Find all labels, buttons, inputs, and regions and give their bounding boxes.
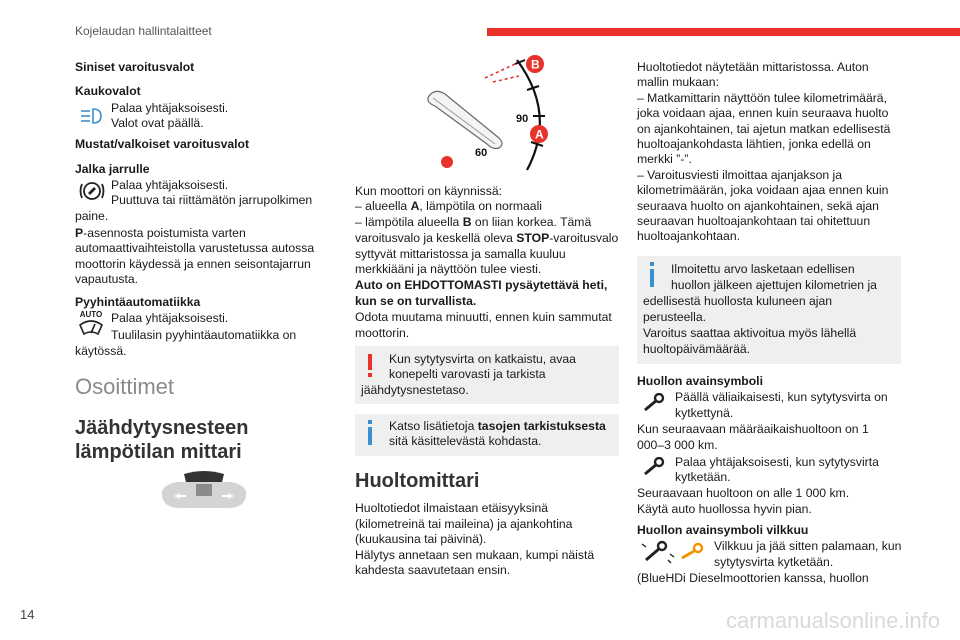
service-indicator-title: Huoltomittari xyxy=(355,470,480,492)
foot-brake-desc-3: paine. xyxy=(75,209,109,223)
coolant-text-8: kun se on turvallista. xyxy=(355,294,477,308)
foot-brake-desc-2: Puuttuva tai riittämätön jarrupolkimen xyxy=(111,193,313,207)
service-display-line: on ajankohtainen, tai ajetun matkan edellisestä xyxy=(637,121,891,136)
auto-wiper-title: Pyyhintäautomatiikka xyxy=(75,295,201,309)
coolant-text-3: – lämpötila alueella B on liian korkea. Tämä xyxy=(355,215,592,229)
service-text-4: Hälytys annetaan sen mukaan, kumpi näistä xyxy=(355,548,595,562)
service-display-line: seuraavan huoltoajankohtaan tai ohitettuun xyxy=(637,214,871,229)
warning-note-line-1: Kun sytytysvirta on katkaistu, avaa xyxy=(389,352,576,366)
foot-brake-icon xyxy=(78,178,106,200)
blue-warnings-title: Siniset varoitusvalot xyxy=(75,60,195,74)
service-display-line: Huoltotiedot näytetään mittaristossa. Auton xyxy=(637,60,869,74)
service-key-desc-5: Palaa yhtäjaksoisesti, kun sytytysvirta xyxy=(675,455,879,469)
service-display-line: huoltoajankohtaan. xyxy=(637,229,741,244)
auto-wiper-icon xyxy=(78,310,108,342)
info-note-calculation xyxy=(637,256,901,364)
blinking-wrench-icon xyxy=(640,540,708,564)
coolant-text-7: Auto on EHDOTTOMASTI pysäytettävä heti, xyxy=(355,278,608,292)
service-display-line: mallin mukaan: xyxy=(637,75,719,90)
service-key-desc-7: Seuraavaan huoltoon on alle 1 000 km. xyxy=(637,486,850,500)
header-accent-bar xyxy=(487,28,960,36)
coolant-gauge-title-2: lämpötilan mittari xyxy=(75,441,242,463)
high-beam-title: Kaukovalot xyxy=(75,84,141,98)
service-key-desc-3: Kun seuraavaan määräaikaishuoltoon on 1 xyxy=(637,422,869,436)
wrench-icon xyxy=(642,393,670,415)
warning-note xyxy=(355,346,619,404)
coolant-text-2: – alueella A, lämpötila on normaali xyxy=(355,199,543,213)
park-position-line-1: P-asennosta poistumista varten xyxy=(75,226,246,240)
service-display-line: seuraava huolto on ajankohtainen, sekä ajan xyxy=(637,198,879,213)
service-key-desc-8: Käytä auto huollossa hyvin pian. xyxy=(637,502,812,516)
calc-note-line-3: edellisestä huollosta kuluneen ajan xyxy=(643,294,833,308)
coolant-text-9: Odota muutama minuutti, ennen kuin sammutat xyxy=(355,310,612,324)
info-note-line-2: sitä käsittelevästä kohdasta. xyxy=(389,434,542,448)
service-display-text xyxy=(637,60,890,245)
auto-wiper-desc-1: Palaa yhtäjaksoisesti. xyxy=(111,311,229,325)
warning-note-line-2: konepelti varovasti ja tarkista xyxy=(389,367,546,381)
coolant-gauge-illustration xyxy=(415,52,565,180)
foot-brake-desc-1: Palaa yhtäjaksoisesti. xyxy=(111,178,229,192)
auto-wiper-icon-label: AUTO xyxy=(79,310,103,319)
service-key-desc-4: 000–3 000 km. xyxy=(637,438,718,452)
service-text-5: kahdesta saavutetaan ensin. xyxy=(355,563,511,577)
coolant-text-5: syttyvät mittaristossa ja samalla kuuluu xyxy=(355,247,566,261)
blink-desc-2: sytytysvirta kytketään. xyxy=(714,555,834,569)
gauge-tick-90: 90 xyxy=(516,113,529,125)
service-display-line: kilometrimäärän, joka voidaan ajaa ennen kuin xyxy=(637,183,889,198)
info-note-line-1[interactable]: Katso lisätietoja tasojen tarkistuksesta xyxy=(389,419,606,433)
high-beam-desc-1: Palaa yhtäjaksoisesti. xyxy=(111,101,229,115)
gauge-tick-60: 60 xyxy=(475,147,488,159)
gauge-label-a: A xyxy=(535,127,544,142)
info-icon xyxy=(365,420,375,451)
coolant-text-10: moottorin. xyxy=(355,326,410,340)
gauge-label-b: B xyxy=(531,57,540,72)
coolant-text-6: merkkiääni ja näyttöön tulee viesti. xyxy=(355,262,542,276)
blink-desc-3: (BlueHDi Dieselmoottorien kanssa, huollon xyxy=(637,571,869,585)
foot-brake-title: Jalka jarrulle xyxy=(75,162,150,176)
park-position-line-4: vapautusta. xyxy=(75,272,139,286)
auto-wiper-desc-2: Tuulilasin pyyhintäautomatiikka on xyxy=(111,328,297,342)
calc-note-line-1: Ilmoitettu arvo lasketaan edellisen xyxy=(671,262,855,276)
coolant-gauge-title-1: Jäähdytysnesteen xyxy=(75,417,249,439)
high-beam-icon xyxy=(79,106,107,128)
service-display-line: merkki ”-”. xyxy=(637,152,692,167)
info-note-levels xyxy=(355,414,619,456)
page-number: 14 xyxy=(20,607,35,622)
wrench-icon xyxy=(642,457,670,479)
calc-note-line-6: huoltopäivämäärää. xyxy=(643,342,751,356)
calc-note-line-2: huollon jälkeen ajettujen kilometrien ja xyxy=(671,278,877,292)
section-title-indicators: Osoittimet xyxy=(75,374,175,399)
warning-note-line-3: jäähdytysnestetaso. xyxy=(361,383,469,397)
instrument-cluster-icon xyxy=(158,468,250,510)
park-position-line-3: moottorin käydessä ja ennen seisontajarrun xyxy=(75,257,311,271)
service-key-blink-title: Huollon avainsymboli vilkkuu xyxy=(637,523,809,537)
service-key-title: Huollon avainsymboli xyxy=(637,374,763,388)
service-text-3: (kuukausina tai päivinä). xyxy=(355,532,487,546)
service-display-line: – Varoitusviesti ilmoittaa ajanjakson ja xyxy=(637,167,843,182)
coolant-text-1: Kun moottori on käynnissä: xyxy=(355,184,503,198)
warning-exclamation-icon xyxy=(365,352,375,385)
service-text-1: Huoltotiedot ilmaistaan etäisyyksinä xyxy=(355,501,549,515)
service-key-desc-6: kytketään. xyxy=(675,470,731,484)
blink-desc-1: Vilkkuu ja jää sitten palamaan, kun xyxy=(714,539,902,553)
calc-note-line-4: perusteella. xyxy=(643,310,707,324)
high-beam-desc-2: Valot ovat päällä. xyxy=(111,116,204,130)
service-display-line: joka voidaan ajaa, ennen kuin seuraava huolto xyxy=(637,106,889,121)
auto-wiper-desc-3: käytössä. xyxy=(75,344,127,358)
service-key-desc-1: Päällä väliaikaisesti, kun sytytysvirta on xyxy=(675,390,888,404)
service-display-line: huoltoajankohdasta lähtien, jonka edellä on xyxy=(637,137,871,152)
service-text-2: (kilometreinä tai maileina) ja ajankohtina xyxy=(355,517,573,531)
service-key-desc-2: kytkettynä. xyxy=(675,406,734,420)
watermark: carmanualsonline.info xyxy=(725,608,940,633)
header-section-title: Kojelaudan hallintalaitteet xyxy=(75,24,212,38)
info-icon xyxy=(647,262,657,293)
park-position-line-2: automaattivaihteistolla varustetussa autossa xyxy=(75,241,315,255)
coolant-text-4: varoitusvalo ja keskellä oleva STOP-varoitusvalo xyxy=(355,231,619,245)
service-display-line: – Matkamittarin näyttöön tulee kilometrimäärä, xyxy=(637,90,887,105)
calc-note-line-5: Varoitus saattaa aktivoitua myös lähellä xyxy=(643,326,857,340)
bw-warnings-title: Mustat/valkoiset varoitusvalot xyxy=(75,137,250,151)
